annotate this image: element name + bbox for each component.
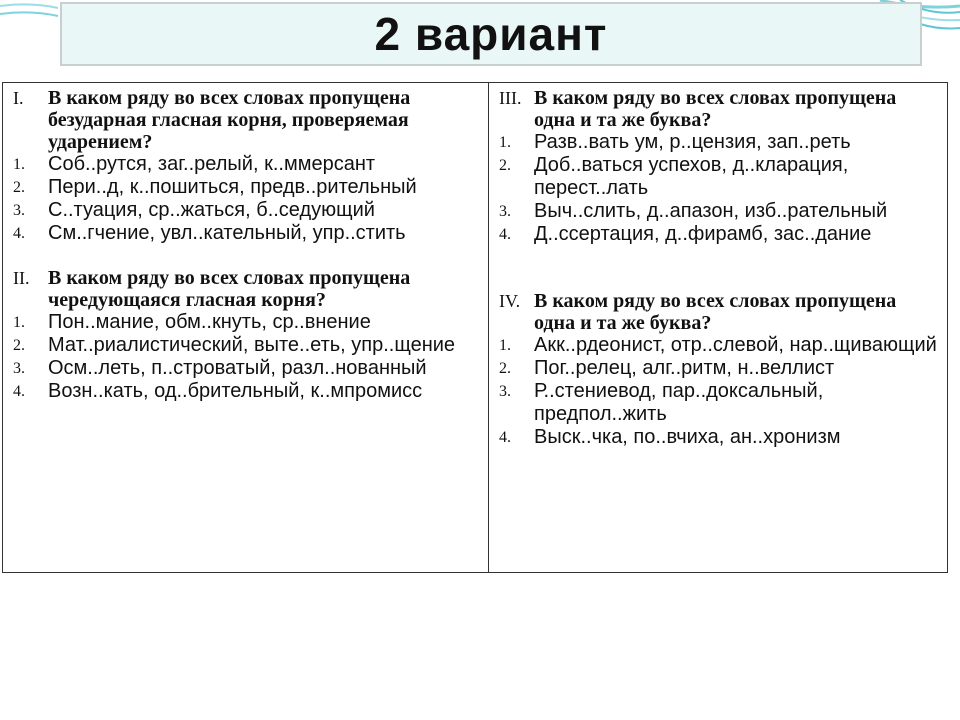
answer-option (9, 357, 482, 380)
title-banner (60, 2, 922, 66)
question-number: IV. (499, 291, 521, 311)
option-number: 2. (499, 360, 511, 377)
answer-option (9, 153, 482, 176)
option-number: 4. (13, 225, 25, 242)
option-text: Выч..слить, д..апазон, изб..рательный (534, 200, 888, 222)
answer-option (495, 223, 941, 246)
answer-option (495, 426, 941, 449)
option-text: Д..ссертация, д..фирамб, зас..дание (534, 223, 872, 245)
answer-option (9, 176, 482, 199)
question-2 (9, 267, 482, 311)
option-text: Р..стениевод, пар..доксальный, предпол..жить (534, 380, 824, 425)
option-number: 1. (499, 337, 511, 354)
answer-option (495, 334, 941, 357)
answer-option (9, 380, 482, 403)
option-number: 3. (13, 202, 25, 219)
option-text: Пог..релец, алг..ритм, н..веллист (534, 357, 835, 379)
answer-option (9, 222, 482, 245)
question-number: I. (13, 88, 24, 108)
option-text: См..гчение, увл..кательный, упр..стить (48, 222, 406, 244)
answer-option (495, 131, 941, 154)
option-number: 4. (499, 226, 511, 243)
option-number: 2. (13, 179, 25, 196)
option-text: Мат..риалистический, выте..еть, упр..щение (48, 334, 456, 356)
question-text: В каком ряду во всех словах пропущена одна и та же буква? (534, 290, 897, 334)
question-text: В каком ряду во всех словах пропущена безударная гласная корня, проверяемая ударением? (48, 87, 411, 153)
option-number: 1. (13, 314, 25, 331)
question-3 (495, 87, 941, 131)
questions-table (2, 82, 948, 573)
answer-option (495, 154, 941, 200)
option-text: Пон..мание, обм..кнуть, ср..внение (48, 311, 371, 333)
question-4 (495, 290, 941, 334)
question-1 (9, 87, 482, 153)
option-text: Осм..леть, п..строватый, разл..нованный (48, 357, 427, 379)
answer-option (9, 311, 482, 334)
option-number: 4. (13, 383, 25, 400)
option-text: Доб..ваться успехов, д..кларация, перест..лать (534, 154, 849, 199)
option-text: С..туация, ср..жаться, б..седующий (48, 199, 375, 221)
option-text: Соб..рутся, заг..релый, к..ммерсант (48, 153, 376, 175)
right-column (489, 83, 947, 572)
answer-option (495, 357, 941, 380)
option-number: 4. (499, 429, 511, 446)
question-number: II. (13, 268, 30, 288)
answer-option (9, 334, 482, 357)
option-text: Выск..чка, по..вчиха, ан..хронизм (534, 426, 841, 448)
spacer (495, 246, 941, 290)
question-number: III. (499, 88, 522, 108)
option-number: 1. (13, 156, 25, 173)
answer-option (495, 200, 941, 223)
answer-option (495, 380, 941, 426)
question-text: В каком ряду во всех словах пропущена одна и та же буква? (534, 87, 897, 131)
option-text: Пери..д, к..пошиться, предв..рительный (48, 176, 417, 198)
option-number: 1. (499, 134, 511, 151)
page-title: 2 вариант (374, 8, 608, 60)
option-number: 2. (13, 337, 25, 354)
option-number: 3. (499, 203, 511, 220)
question-text: В каком ряду во всех словах пропущена чередующаяся гласная корня? (48, 267, 411, 311)
option-text: Возн..кать, од..брительный, к..мпромисс (48, 380, 423, 402)
option-number: 2. (499, 157, 511, 174)
option-number: 3. (499, 383, 511, 400)
option-text: Акк..рдеонист, отр..слевой, нар..щивающий (534, 334, 937, 356)
option-number: 3. (13, 360, 25, 377)
left-column (3, 83, 489, 572)
spacer (9, 245, 482, 267)
answer-option (9, 199, 482, 222)
option-text: Разв..вать ум, р..цензия, зап..реть (534, 131, 851, 153)
